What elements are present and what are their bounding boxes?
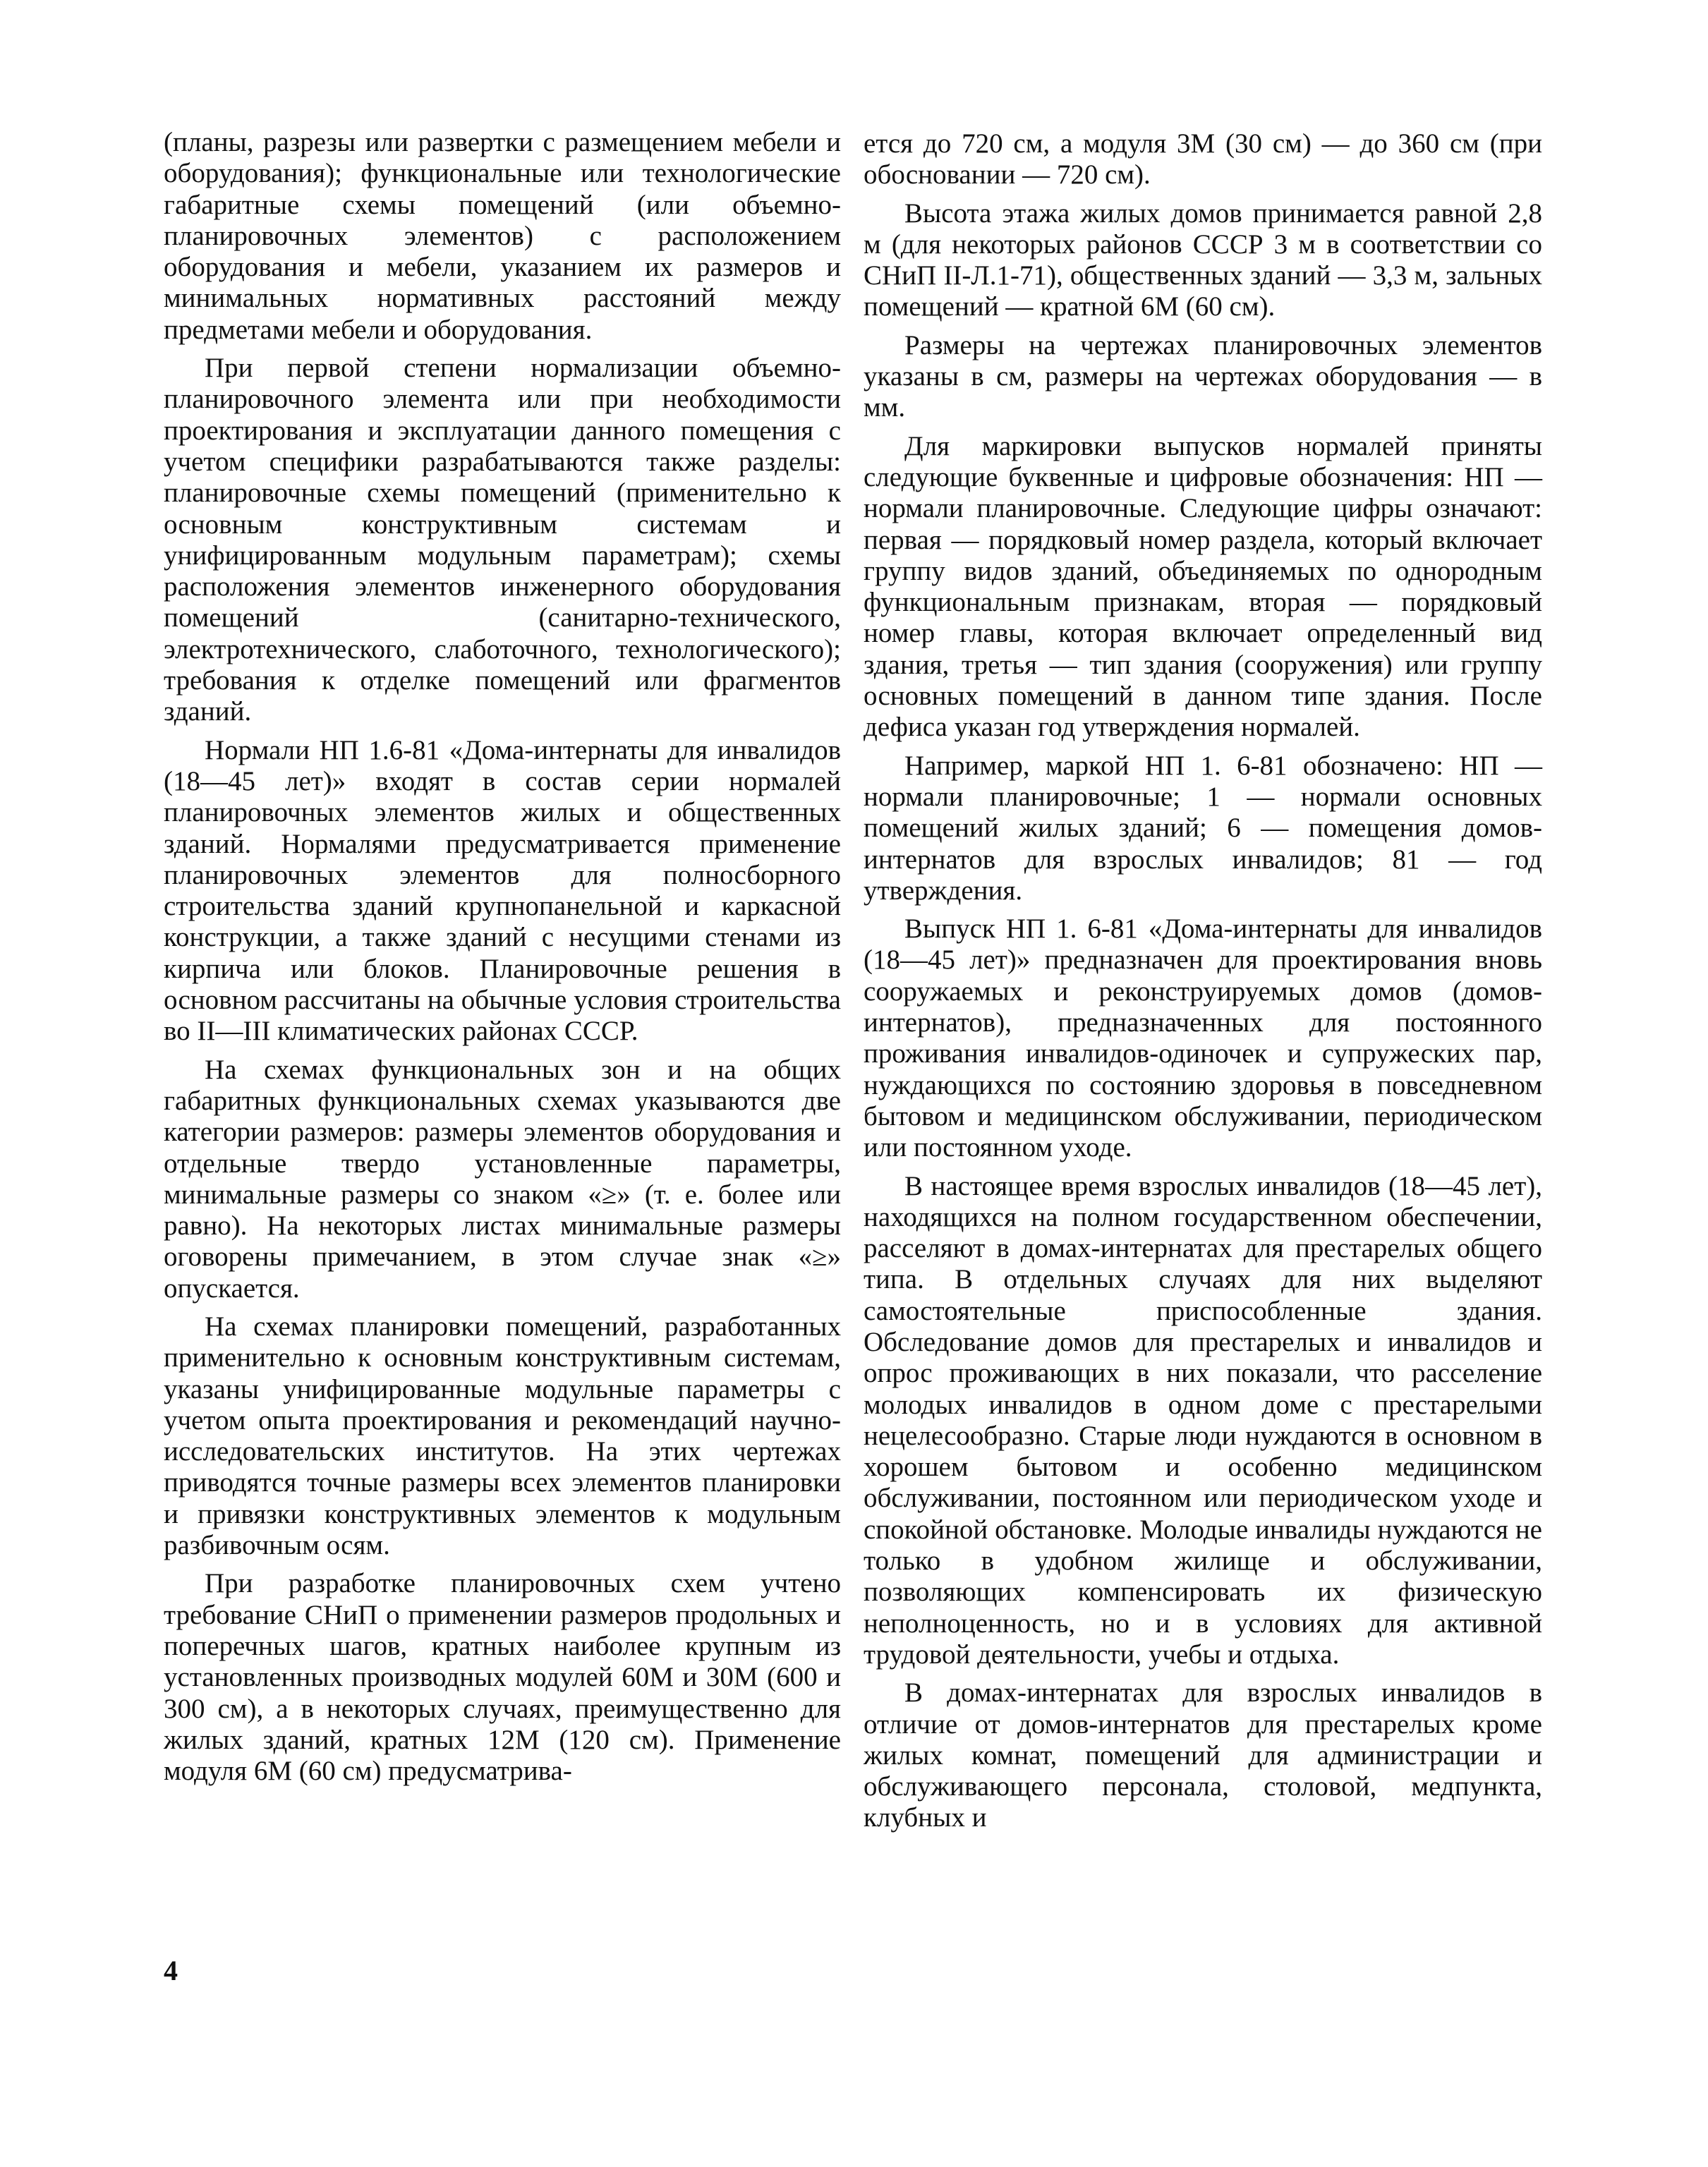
paragraph: Нормали НП 1.6-81 «Дома-интернаты для инвалидов (18—45 лет)» входят в состав серии нормалей планировочных элементов жилых и общественных зданий. Нормалями предусматривается применение планировочных элементов для полносборного строительства зданий крупнопанельной и каркасной конструкции, а также зданий с несущими стенами из кирпича или блоков. Планировочные решения в основном рассчитаны на обычные условия строительства во II—III климатических районах СССР. xyxy=(164,734,841,1047)
paragraph: В настоящее время взрослых инвалидов (18—45 лет), находящихся на полном государственном обеспечении, расселяют в домах-интернатах для престарелых общего типа. В отдельных случаях для них выделяют самостоятельные приспособленные здания. Обследование домов для престарелых и инвалидов и опрос проживающих в них показали, что расселение молодых инвалидов в одном доме с престарелыми нецелесообразно. Старые люди нуждаются в основном в хорошем бытовом и особенно медицинском обслуживании, постоянном или периодическом уходе и спокойной обстановке. Молодые инвалиды нуждаются не только в удобном жилище и обслуживании, позволяющих компенсировать их физическую неполноценность, но и в условиях для активной трудовой деятельности, учебы и отдыха. xyxy=(864,1170,1542,1670)
paragraph: Высота этажа жилых домов принимается равной 2,8 м (для некоторых районов СССР 3 м в соответствии со СНиП II-Л.1-71), общественных зданий — 3,3 м, зальных помещений — кратной 6М (60 см). xyxy=(864,198,1542,322)
left-text-column xyxy=(164,127,841,1794)
page-number: 4 xyxy=(164,1955,178,1986)
paragraph: Для маркировки выпусков нормалей приняты следующие буквенные и цифровые обозначения: НП — нормали планировочные. Следующие цифры означают: первая — порядковый номер раздела, который включает группу видов зданий, объединяемых по однородным функциональным признакам, вторая — порядковый номер главы, которая включает определенный вид здания, третья — тип здания (сооружения) или группу основных помещений в данном типе здания. После дефиса указан год утверждения нормалей. xyxy=(864,430,1542,743)
paragraph: В домах-интернатах для взрослых инвалидов в отличие от домов-интернатов для престарелых кроме жилых комнат, помещений для администрации и обслуживающего персонала, столовой, медпункта, клубных и xyxy=(864,1677,1542,1833)
paragraph: Например, маркой НП 1. 6-81 обозначено: НП — нормали планировочные; 1 — нормали основных помещений жилых зданий; 6 — помещения домов-интернатов для взрослых инвалидов; 81 — год утверждения. xyxy=(864,750,1542,906)
right-text-column xyxy=(864,128,1542,1841)
paragraph: При первой степени нормализации объемно-планировочного элемента или при необходимости проектирования и эксплуатации данного помещения с учетом специфики разрабатываются также разделы: планировочные схемы помещений (применительно к основным конструктивным системам и унифицированным модульным параметрам); схемы расположения элементов инженерного оборудования помещений (санитарно-технического, электротехнического, слаботочного, технологического); требования к отделке помещений или фрагментов зданий. xyxy=(164,353,841,727)
paragraph: Выпуск НП 1. 6-81 «Дома-интернаты для инвалидов (18—45 лет)» предназначен для проектирования вновь сооружаемых и реконструируемых домов (домов-интернатов), предназначенных для постоянного проживания инвалидов-одиночек и супружеских пар, нуждающихся по состоянию здоровья в повседневном бытовом и медицинском обслуживании, периодическом или постоянном уходе. xyxy=(864,913,1542,1163)
paragraph: На схемах планировки помещений, разработанных применительно к основным конструктивным системам, указаны унифицированные модульные параметры с учетом опыта проектирования и рекомендаций научно-исследовательских институтов. На этих чертежах приводятся точные размеры всех элементов планировки и привязки конструктивных элементов к модульным разбивочным осям. xyxy=(164,1311,841,1561)
paragraph: (планы, разрезы или развертки с размещением мебели и оборудования); функциональные или технологические габаритные схемы помещений (или объемно-планировочных элементов) с расположением оборудования и мебели, указанием их размеров и минимальных нормативных расстояний между предметами мебели и оборудования. xyxy=(164,127,841,345)
paragraph: Размеры на чертежах планировочных элементов указаны в см, размеры на чертежах оборудования — в мм. xyxy=(864,329,1542,423)
paragraph: ется до 720 см, а модуля 3М (30 см) — до 360 см (при обосновании — 720 см). xyxy=(864,128,1542,190)
paragraph: На схемах функциональных зон и на общих габаритных функциональных схемах указываются две категории размеров: размеры элементов оборудования и отдельные твердо установленные параметры, минимальные размеры со знаком «≥» (т. е. более или равно). На некоторых листах минимальные размеры оговорены примечанием, в этом случае знак «≥» опускается. xyxy=(164,1054,841,1304)
paragraph: При разработке планировочных схем учтено требование СНиП о применении размеров продольных и поперечных шагов, кратных наиболее крупным из установленных производных модулей 60М и 30М (600 и 300 см), а в некоторых случаях, преимущественно для жилых зданий, кратных 12М (120 см). Применение модуля 6М (60 см) предусматрива- xyxy=(164,1568,841,1787)
